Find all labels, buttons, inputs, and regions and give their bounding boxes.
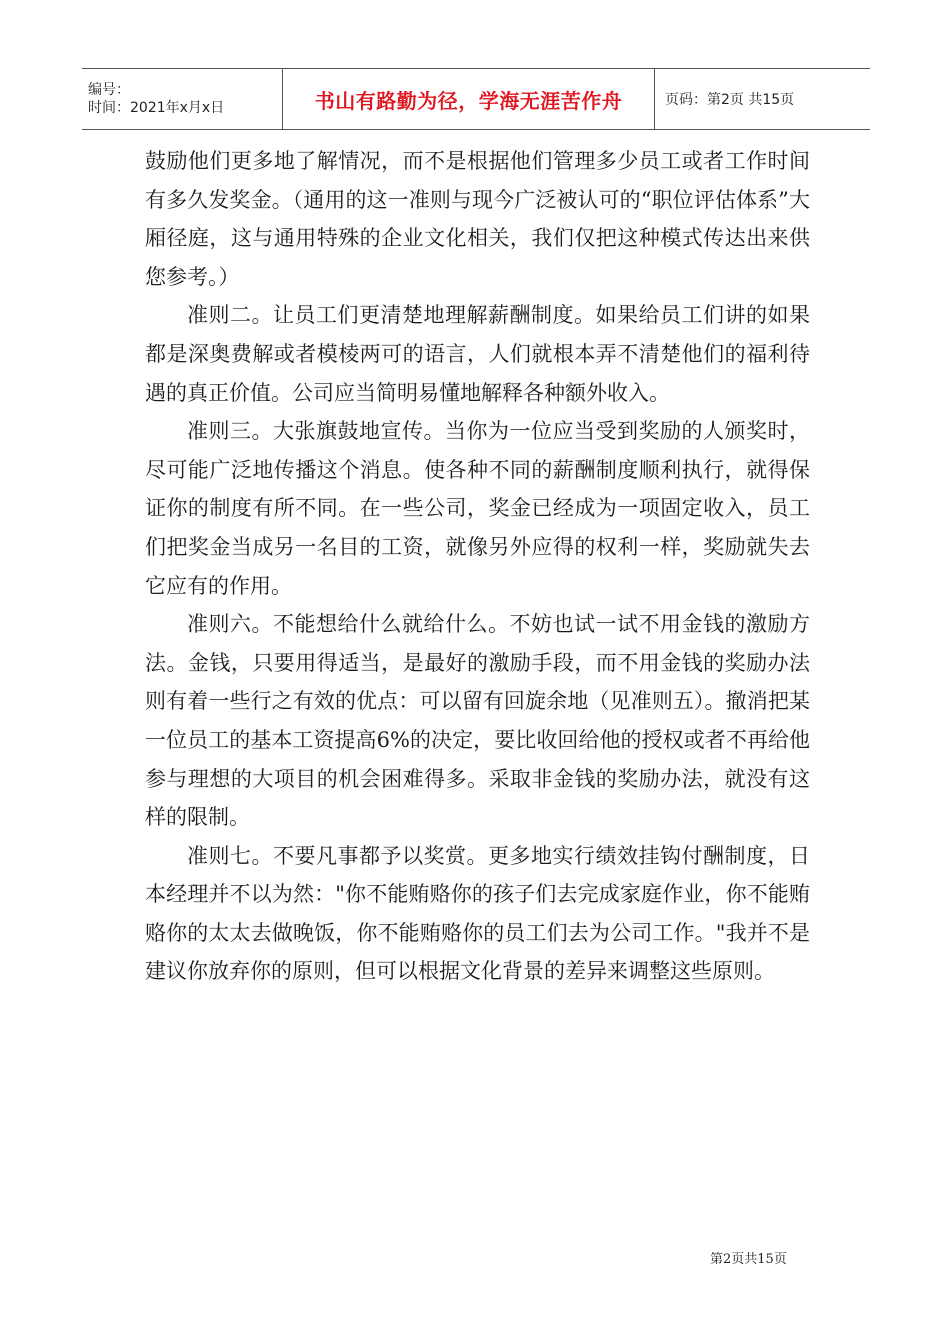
document-date-label: 时间：2021年x月x日 [88,100,225,116]
header-motto: 书山有路勤为径，学海无涯苦作舟 [282,69,655,129]
document-body [145,142,810,991]
header-meta [82,69,282,129]
body-paragraph-rule-2: 准则二。让员工们更清楚地理解薪酬制度。如果给员工们讲的如果都是深奥费解或者模棱两可的语言，人们就根本弄不清楚他们的福利待遇的真正价值。公司应当简明易懂地解释各种额外收入。 [145,303,810,405]
body-paragraph-continuation: 鼓励他们更多地了解情况，而不是根据他们管理多少员工或者工作时间有多久发奖金。（通用的这一准则与现今广泛被认可的“职位评估体系”大厢径庭，这与通用特殊的企业文化相关，我们仅把这种模式传达出来供您参考。） [145,149,810,289]
document-number-label: 编号： [88,82,130,98]
body-paragraph-rule-6: 准则六。不能想给什么就给什么。不妨也试一试不用金钱的激励方法。金钱，只要用得适当，是最好的激励手段，而不用金钱的奖励办法则有着一些行之有效的优点：可以留有回旋余地（见准则五）。撤消把某一位员工的基本工资提高6%的决定，要比收回给他的授权或者不再给他参与理想的大项目的机会困难得多。采取非金钱的奖励办法，就没有这样的限制。 [145,612,810,830]
page-header [82,68,870,130]
body-paragraph-rule-3: 准则三。大张旗鼓地宣传。当你为一位应当受到奖励的人颁奖时，尽可能广泛地传播这个消息。使各种不同的薪酬制度顺利执行，就得保证你的制度有所不同。在一些公司，奖金已经成为一项固定收入，员工们把奖金当成另一名目的工资，就像另外应得的权利一样，奖励就失去它应有的作用。 [145,419,810,598]
body-paragraph-rule-7: 准则七。不要凡事都予以奖赏。更多地实行绩效挂钩付酬制度，日本经理并不以为然："你不能贿赂你的孩子们去完成家庭作业，你不能贿赂你的太太去做晚饭，你不能贿赂你的员工们去为公司工作。"我并不是建议你放弃你的原则，但可以根据文化背景的差异来调整这些原则。 [145,843,810,984]
header-page-number: 页码：第2页 共15页 [665,92,795,108]
page-footer: 第2页共15页 [710,1252,787,1267]
